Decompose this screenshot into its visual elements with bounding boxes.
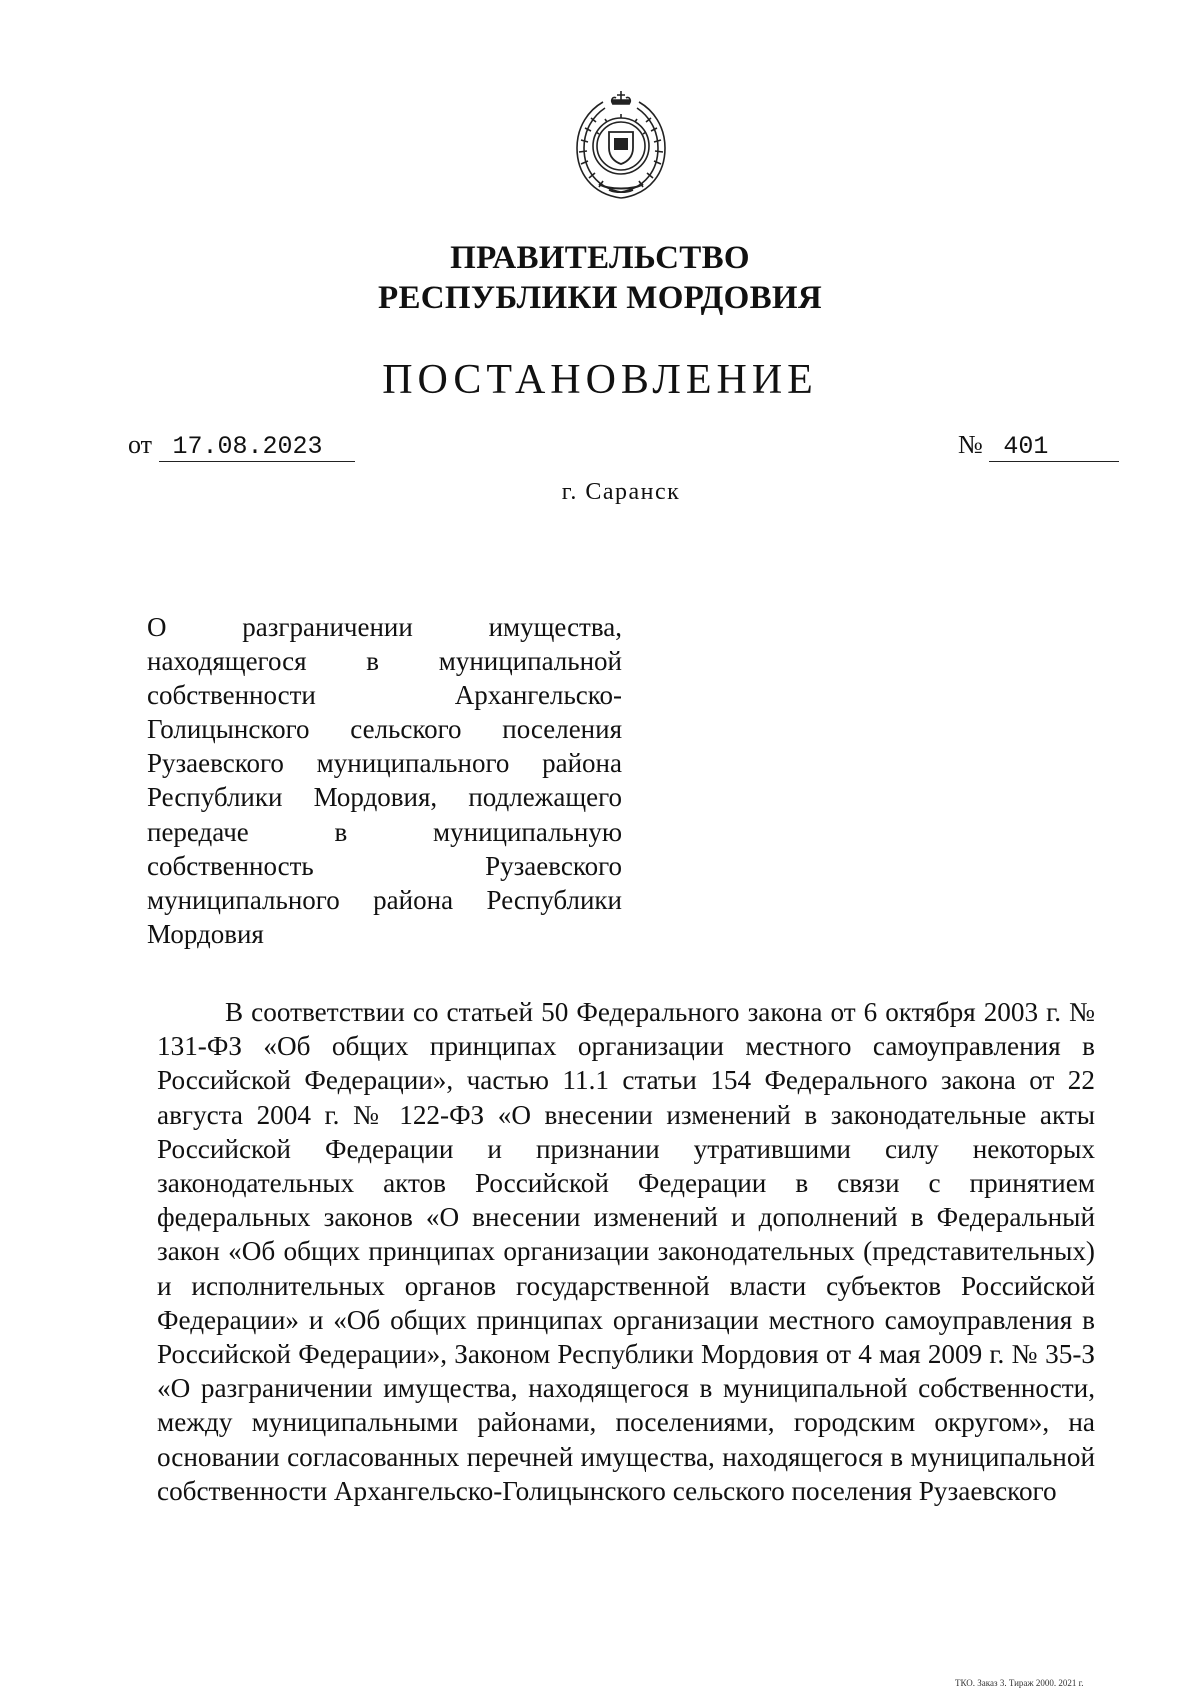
document-city: г. Саранск — [561, 479, 681, 505]
organization-name-line2: РЕСПУБЛИКИ МОРДОВИЯ — [377, 280, 822, 316]
document-body-paragraph: В соответствии со статьей 50 Федерального закона от 6 октября 2003 г. № 131-ФЗ «Об общих принципах организации местного самоуправления в Российской Федерации», частью 11.1 статьи 154 Федерального закона от 22 августа 2004 г. № 122-ФЗ «О внесении изменений в законодательные акты Российской Федерации и признании утратившими силу некоторых законодательных актов Российской Федерации в связи с принятием федеральных законов «О внесении изменений и дополнений в Федеральный закон «Об общих принципах организации законодательных (представительных) и исполнительных органов государственной власти субъектов Российской Федерации» и «Об общих принципах организации местного самоуправления в Российской Федерации», Законом Республики Мордовия от 4 мая 2009 г. № 35-З «О разграничении имущества, находящегося в муниципальной собственности, между муниципальными районами, поселениями, городским округом», на основании согласованных перечней имущества, находящегося в муниципальной собственности Архангельско-Голицынского сельского поселения Рузаевского — [157, 997, 1095, 1506]
document-number-line — [958, 428, 1119, 462]
organization-name-line1: ПРАВИТЕЛЬСТВО — [450, 240, 750, 276]
document-date-line — [128, 428, 355, 462]
print-imprint: ТКО. Заказ 3. Тираж 2000. 2021 г. — [955, 1678, 1084, 1688]
document-type-title: ПОСТАНОВЛЕНИЕ — [382, 357, 818, 403]
coat-of-arms-icon — [569, 86, 673, 204]
document-subject: О разграничении имущества, находящегося в муниципальной собственности Архангельско-Голицынского сельского поселения Рузаевского муниципального района Республики Мордовия, подлежащего передаче в муниципальную собственность Рузаевского муниципального района Республики Мордовия — [147, 612, 622, 949]
document-date: 17.08.2023 — [159, 433, 355, 462]
date-prefix: от — [128, 430, 153, 459]
document-number: 401 — [989, 433, 1119, 462]
number-prefix: № — [958, 430, 983, 459]
